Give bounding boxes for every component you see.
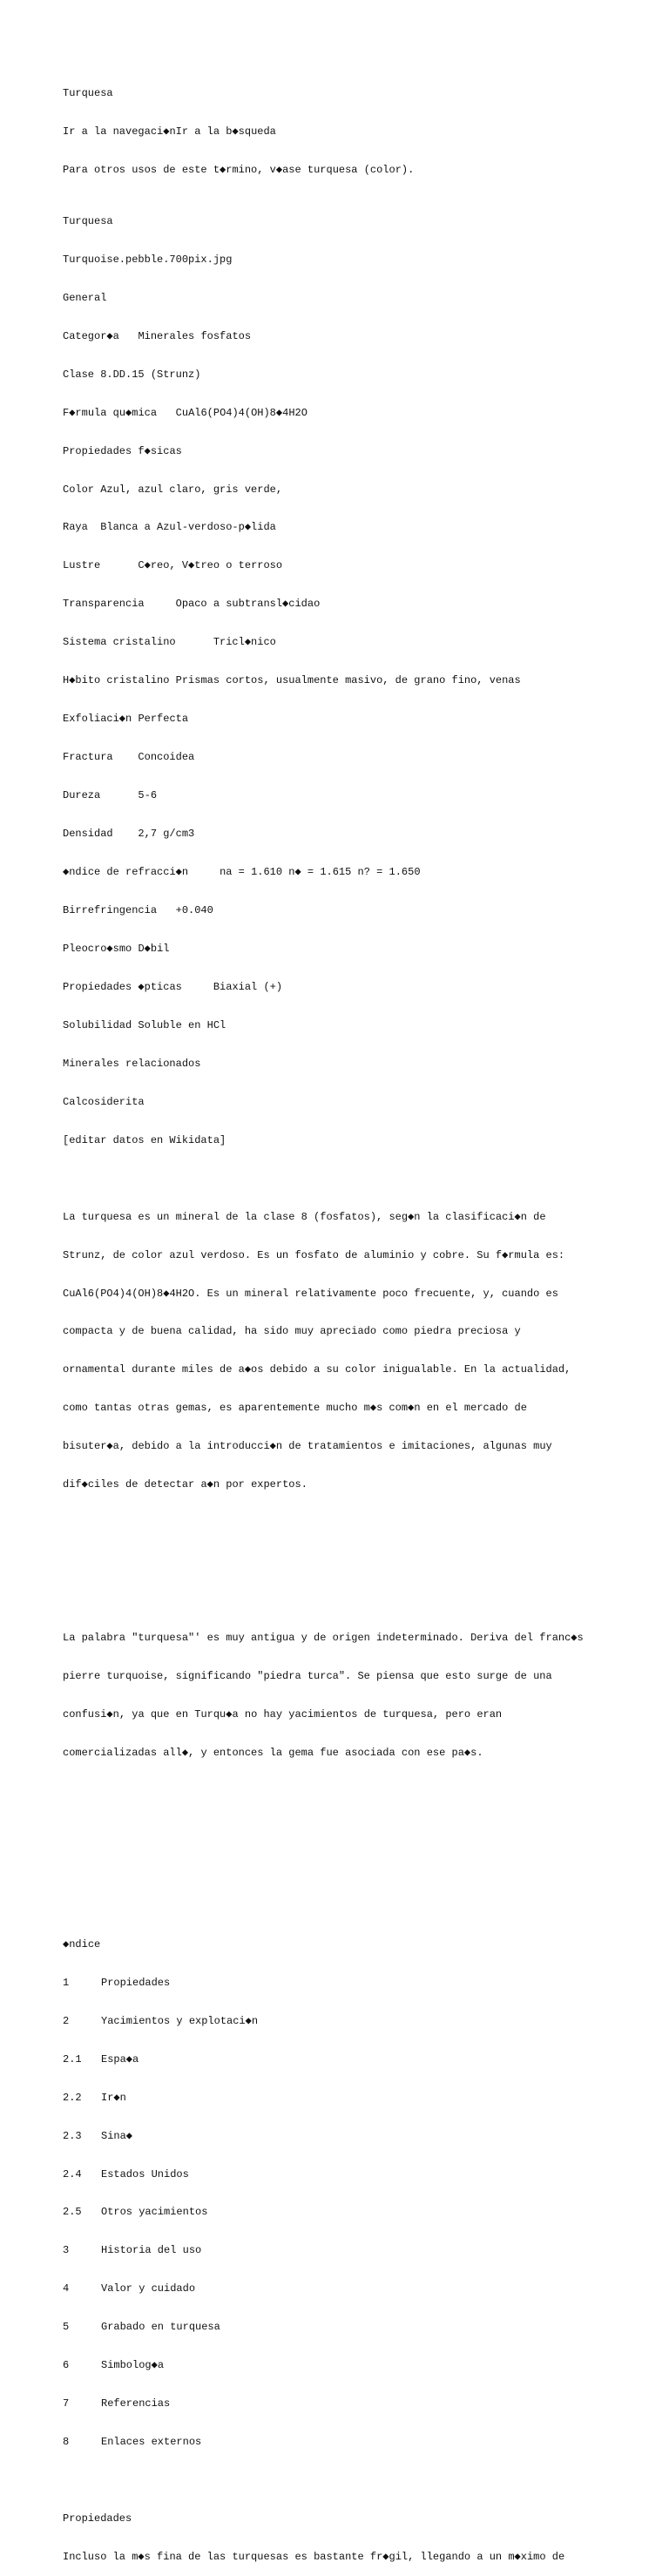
infobox-name: Turquesa (63, 214, 113, 227)
infobox-row-transparencia: Transparencia Opaco a subtransl◆cidao (63, 598, 321, 611)
toc-number: 4 (63, 2282, 70, 2295)
toc-item[interactable] (63, 2053, 620, 2066)
toc-number: 5 (63, 2321, 70, 2334)
navigation-links[interactable]: Ir a la navegaci◆nIr a la b◆squeda (63, 125, 276, 139)
toc-number: 2.2 (63, 2091, 82, 2104)
infobox-section-relacionados: Minerales relacionados (63, 1057, 201, 1070)
toc-item[interactable] (63, 1977, 620, 1990)
toc-label[interactable]: Estados Unidos (101, 2167, 189, 2180)
paragraph-line: La turquesa es un mineral de la clase 8 (fosfatos), seg◆n la clasificaci◆n de (63, 1210, 546, 1223)
toc-item[interactable] (63, 2282, 620, 2295)
toc-number: 3 (63, 2244, 70, 2257)
paragraph-line: comercializadas all◆, y entonces la gema fue asociada con ese pa◆s. (63, 1747, 483, 1759)
paragraph-line: dif◆ciles de detectar a◆n por expertos. (63, 1478, 307, 1491)
paragraph-line: pierre turquoise, significando "piedra turca". Se piensa que esto surge de una (63, 1670, 552, 1683)
toc-item[interactable] (63, 2397, 620, 2410)
toc-number: 2.4 (63, 2167, 82, 2180)
spacer (63, 1555, 620, 1568)
infobox-row-solubilidad: Solubilidad Soluble en HCl (63, 1018, 226, 1031)
toc-label[interactable]: Propiedades (101, 1976, 171, 1989)
toc-item[interactable] (63, 2244, 620, 2257)
toc-number: 2.1 (63, 2052, 82, 2066)
intro-paragraph (63, 1185, 620, 1517)
etymology-paragraph (63, 1606, 620, 1785)
edit-wikidata-link[interactable]: [editar datos en Wikidata] (63, 1133, 226, 1146)
toc-item[interactable] (63, 2321, 620, 2334)
spacer (63, 1823, 620, 1836)
toc-item[interactable] (63, 2168, 620, 2181)
toc-number: 6 (63, 2359, 70, 2372)
paragraph-line: como tantas otras gemas, es aparentemente mucho m◆s com◆n en el mercado de (63, 1402, 527, 1415)
document-page (63, 62, 620, 2576)
infobox-row-raya: Raya Blanca a Azul-verdoso-p◆lida (63, 521, 276, 534)
toc-label[interactable]: Sina◆ (101, 2129, 133, 2142)
infobox-row-lustre: Lustre C◆reo, V◆treo o terroso (63, 559, 283, 572)
toc-number: 2.3 (63, 2129, 82, 2142)
toc-label[interactable]: Yacimientos y explotaci◆n (101, 2014, 259, 2027)
toc-label[interactable]: Ir◆n (101, 2091, 126, 2104)
toc-label[interactable]: Otros yacimientos (101, 2206, 208, 2219)
toc-label[interactable]: Grabado en turquesa (101, 2321, 220, 2334)
infobox-row-categoria: Categor◆a Minerales fosfatos (63, 329, 252, 342)
infobox-row-indice-refraccion: ◆ndice de refracci◆n na = 1.610 n◆ = 1.615 n? = 1.650 (63, 866, 421, 879)
toc-number: 8 (63, 2436, 70, 2449)
infobox-row-birrefringencia: Birrefringencia +0.040 (63, 903, 213, 916)
toc-number: 2.5 (63, 2206, 82, 2219)
disambiguation-note: Para otros usos de este t◆rmino, v◆ase turquesa (color). (63, 164, 415, 177)
toc-label[interactable]: Valor y cuidado (101, 2282, 196, 2295)
toc-number: 2 (63, 2014, 70, 2027)
page-title: Turquesa (63, 87, 113, 100)
infobox-image-filename[interactable]: Turquoise.pebble.700pix.jpg (63, 253, 233, 266)
infobox-related-mineral[interactable]: Calcosiderita (63, 1095, 145, 1108)
toc-item[interactable] (63, 2436, 620, 2449)
paragraph-line: compacta y de buena calidad, ha sido muy apreciado como piedra preciosa y (63, 1325, 521, 1338)
paragraph-line: confusi◆n, ya que en Turqu◆a no hay yacimientos de turquesa, pero eran (63, 1708, 503, 1721)
toc-label[interactable]: Enlaces externos (101, 2436, 202, 2449)
paragraph-line: bisuter◆a, debido a la introducci◆n de tratamientos e imitaciones, algunas muy (63, 1440, 552, 1453)
infobox-row-sistema: Sistema cristalino Tricl◆nico (63, 636, 276, 649)
spacer (63, 1862, 620, 1875)
toc-number: 1 (63, 1976, 70, 1989)
table-of-contents (63, 1912, 620, 2474)
toc-number: 7 (63, 2397, 70, 2410)
infobox-section-propiedades-fisicas: Propiedades f◆sicas (63, 444, 182, 457)
infobox-row-color: Color Azul, azul claro, gris verde, (63, 483, 283, 496)
infobox-row-habito: H◆bito cristalino Prismas cortos, usualmente masivo, de grano fino, venas (63, 674, 521, 687)
section-heading: Propiedades (63, 2512, 132, 2525)
toc-label[interactable]: Historia del uso (101, 2244, 202, 2257)
toc-item[interactable] (63, 2206, 620, 2219)
paragraph-line: La palabra "turquesa"' es muy antigua y de origen indeterminado. Deriva del franc◆s (63, 1632, 584, 1645)
toc-item[interactable] (63, 2092, 620, 2105)
toc-label[interactable]: Simbolog◆a (101, 2359, 165, 2372)
infobox-row-fractura: Fractura Concoidea (63, 751, 195, 764)
infobox-row-exfoliacion: Exfoliaci◆n Perfecta (63, 713, 189, 726)
toc-item[interactable] (63, 2359, 620, 2372)
infobox-row-pleocroismo: Pleocro◆smo D◆bil (63, 942, 170, 955)
infobox-section-general: General (63, 291, 107, 304)
infobox-row-opticas: Propiedades ◆pticas Biaxial (+) (63, 980, 283, 993)
paragraph-line: ornamental durante miles de a◆os debido a su color inigualable. En la actualidad, (63, 1363, 571, 1376)
toc-label[interactable]: Referencias (101, 2397, 171, 2410)
infobox-row-densidad: Densidad 2,7 g/cm3 (63, 828, 195, 841)
paragraph-line: Strunz, de color azul verdoso. Es un fosfato de aluminio y cobre. Su f◆rmula es: (63, 1248, 565, 1261)
toc-label[interactable]: Espa◆a (101, 2052, 139, 2066)
infobox-row-dureza: Dureza 5-6 (63, 789, 158, 802)
paragraph-line: CuAl6(PO4)4(OH)8◆4H2O. Es un mineral relativamente poco frecuente, y, cuando es (63, 1287, 558, 1300)
toc-item[interactable] (63, 2130, 620, 2143)
toc-title: ◆ndice (63, 1937, 101, 1951)
toc-item[interactable] (63, 2015, 620, 2028)
infobox-row-formula: F◆rmula qu◆mica CuAl6(PO4)4(OH)8◆4H2O (63, 406, 307, 419)
infobox-row-clase: Clase 8.DD.15 (Strunz) (63, 368, 201, 381)
section-first-line: Incluso la m◆s fina de las turquesas es bastante fr◆gil, llegando a un m◆ximo de (63, 2551, 565, 2564)
